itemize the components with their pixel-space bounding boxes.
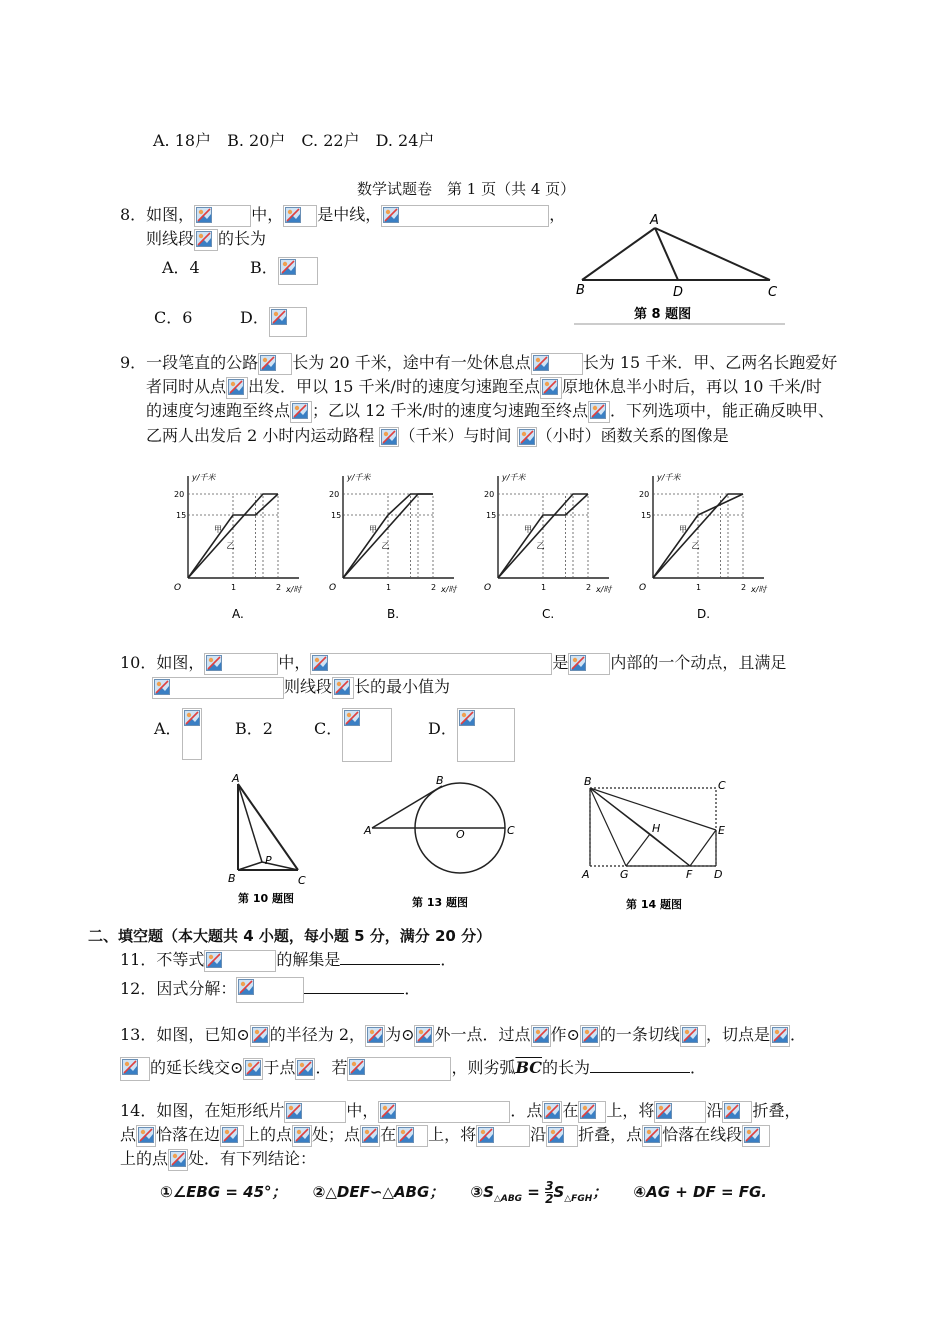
broken-image-icon	[222, 1127, 238, 1143]
broken-image-icon	[744, 1127, 760, 1143]
q9-graph-d	[639, 468, 774, 628]
formula-image	[517, 427, 537, 447]
tick-1: 1	[386, 583, 392, 592]
q13-label-o: O	[456, 828, 465, 841]
yi-label: 乙	[691, 541, 700, 551]
broken-image-icon	[478, 1127, 494, 1143]
conclusion-3: $③S_{\triangle ABG}$ = $\frac{3}{2}$ $S_{\triangle FGH}$；	[470, 1179, 608, 1206]
broken-image-icon	[206, 952, 222, 968]
q11: 11．不等式 的解集是 ．	[120, 947, 456, 972]
formula-image	[310, 653, 552, 675]
broken-image-icon	[398, 1127, 414, 1143]
formula-image	[542, 1101, 562, 1123]
q10-label-p: P	[265, 854, 272, 867]
formula-image	[476, 1125, 530, 1147]
formula-image	[250, 1025, 270, 1047]
broken-image-icon	[294, 1127, 310, 1143]
q9-graph-a	[174, 468, 309, 628]
q14-label-h: H	[652, 822, 661, 835]
tick-1: 1	[541, 583, 547, 592]
q13-line1: 13．如图，已知⊙ 的半径为 2， 为⊙ 外一点．过点 作⊙ 的一条切线 ，切点是 ．	[120, 1022, 806, 1047]
q8-figure	[570, 210, 790, 330]
broken-image-icon	[590, 403, 606, 419]
broken-image-icon	[286, 1103, 302, 1119]
formula-image	[290, 401, 312, 423]
broken-image-icon	[533, 1027, 549, 1043]
q14-line1: 14．如图，在矩形纸片 中， ．点 在 上，将 沿 折叠，	[120, 1098, 800, 1123]
tick-20: 20	[174, 490, 185, 499]
tick-15: 15	[176, 511, 187, 520]
formula-image	[588, 401, 610, 423]
formula-image	[540, 377, 562, 399]
q8-line1: 8．如图， 中， 是中线， ，	[120, 202, 565, 227]
q9-option-label: C.	[542, 607, 555, 621]
formula-image	[531, 353, 583, 375]
answer-blank	[590, 1058, 690, 1073]
x-axis-label: x/时	[751, 585, 767, 594]
q14-label-b: B	[584, 775, 592, 788]
answer-blank	[340, 950, 440, 965]
q14-figure	[578, 772, 738, 914]
formula-image	[578, 1101, 606, 1123]
formula-image	[236, 977, 304, 1003]
q13-label-a: A	[364, 824, 372, 837]
q9-option-label: A.	[232, 607, 244, 621]
tick-20: 20	[484, 490, 495, 499]
q9-line2: 者同时从点 出发．甲以 15 千米/时的速度匀速跑至点 原地休息半小时后，再以 10 千米/时	[146, 374, 822, 399]
broken-image-icon	[381, 429, 397, 445]
y-axis-label: y/千米	[657, 473, 681, 482]
formula-image	[194, 205, 251, 227]
broken-image-icon	[285, 207, 301, 223]
formula-image	[243, 1058, 263, 1080]
broken-image-icon	[170, 1151, 186, 1167]
formula-image	[283, 205, 317, 227]
tick-15: 15	[331, 511, 342, 520]
q10-option-a: A．	[154, 716, 202, 760]
q9-graphs	[174, 468, 774, 628]
x-axis-label: x/时	[596, 585, 612, 594]
broken-image-icon	[416, 1027, 432, 1043]
broken-image-icon	[682, 1027, 698, 1043]
origin-label: O	[639, 583, 647, 593]
formula-image	[381, 205, 549, 227]
q10-figure	[222, 772, 332, 912]
broken-image-icon	[196, 231, 212, 247]
formula-image	[278, 257, 318, 285]
broken-image-icon	[280, 259, 296, 275]
q8-label-d: D	[673, 285, 684, 300]
tick-2: 2	[586, 583, 592, 592]
broken-image-icon	[238, 979, 254, 995]
broken-image-icon	[252, 1027, 268, 1043]
formula-image	[770, 1025, 790, 1047]
broken-image-icon	[122, 1059, 138, 1075]
formula-image	[360, 1125, 380, 1147]
q8-label-c: C	[768, 285, 778, 300]
formula-image	[168, 1149, 188, 1171]
q10-label-a: A	[232, 772, 240, 785]
broken-image-icon	[334, 679, 350, 695]
answer-blank	[304, 979, 404, 994]
formula-image	[204, 950, 276, 972]
formula-image	[414, 1025, 434, 1047]
jia-label: 甲	[214, 524, 222, 534]
broken-image-icon	[292, 403, 308, 419]
q10-line1: 10．如图， 中， 是 内部的一个动点，且满足	[120, 650, 786, 675]
broken-image-icon	[297, 1060, 313, 1076]
q10-line2: 则线段 长的最小值为	[152, 674, 450, 699]
formula-image	[136, 1125, 156, 1147]
formula-image	[680, 1025, 706, 1047]
jia-label: 甲	[679, 524, 687, 534]
broken-image-icon	[344, 710, 360, 726]
q14-line3: 上的点 处．有下列结论：	[120, 1146, 316, 1171]
tick-20: 20	[329, 490, 340, 499]
q14-label-c: C	[718, 779, 726, 792]
q9-line1: 9．一段笔直的公路 长为 20 千米，途中有一处休息点 长为 15 千米．甲、乙两名长跑爱好	[120, 350, 837, 375]
formula-image	[292, 1125, 312, 1147]
tick-2: 2	[741, 583, 747, 592]
formula-image	[457, 708, 515, 762]
tick-15: 15	[641, 511, 652, 520]
tick-1: 1	[696, 583, 702, 592]
formula-image	[269, 307, 307, 337]
q8-label-b: B	[576, 283, 585, 298]
formula-image	[220, 1125, 244, 1147]
formula-image	[204, 653, 278, 675]
tick-2: 2	[431, 583, 437, 592]
q14-caption: 第 14 题图	[626, 898, 682, 911]
q10-caption: 第 10 题图	[238, 892, 294, 905]
formula-image	[295, 1058, 315, 1080]
q8-line2: 则线段 的长为	[146, 226, 266, 251]
q14-label-f: F	[686, 868, 693, 881]
jia-label: 甲	[369, 524, 377, 534]
q14-label-e: E	[718, 824, 725, 837]
formula-image	[226, 377, 248, 399]
broken-image-icon	[533, 355, 549, 371]
formula-image	[378, 1101, 510, 1123]
broken-image-icon	[644, 1127, 660, 1143]
broken-image-icon	[582, 1027, 598, 1043]
formula-image	[654, 1101, 706, 1123]
broken-image-icon	[772, 1027, 788, 1043]
q10-option-b: B．2	[235, 719, 273, 738]
formula-image	[120, 1057, 150, 1081]
q13-line2: 的延长线交⊙ 于点 ．若 ，则劣弧$\overline{BC}$的长为 ．	[120, 1055, 706, 1081]
q14-label-a: A	[582, 868, 590, 881]
q9-graph-b	[329, 468, 464, 628]
formula-image	[152, 677, 284, 699]
formula-image	[332, 677, 354, 699]
formula-image	[742, 1125, 770, 1147]
broken-image-icon	[459, 710, 475, 726]
q13-caption: 第 13 题图	[412, 896, 468, 909]
y-axis-label: y/千米	[347, 473, 371, 482]
broken-image-icon	[184, 710, 200, 726]
formula-image	[347, 1057, 451, 1081]
broken-image-icon	[656, 1103, 672, 1119]
q14-label-g: G	[620, 868, 629, 881]
q9-option-label: D.	[697, 607, 711, 621]
q8-option-b: B．	[250, 255, 318, 285]
q10-label-c: C	[298, 874, 306, 887]
q10-option-c: C．	[314, 716, 392, 762]
jia-label: 甲	[524, 524, 532, 534]
q8-label-a: A	[650, 213, 659, 228]
origin-label: O	[484, 583, 492, 593]
page-footer: 数学试题卷 第 1 页（共 4 页）	[357, 180, 576, 198]
broken-image-icon	[138, 1127, 154, 1143]
formula-image	[546, 1125, 578, 1147]
arc-bc: $\overline{BC}$	[515, 1058, 543, 1077]
q9-line4: 乙两人出发后 2 小时内运动路程 （千米）与时间 （小时）函数关系的图像是	[146, 426, 729, 445]
yi-label: 乙	[536, 541, 545, 551]
formula-image	[365, 1025, 385, 1047]
formula-image	[258, 353, 292, 375]
broken-image-icon	[312, 655, 328, 671]
yi-label: 乙	[226, 541, 235, 551]
conclusion-4: ④AG + DF = FG.	[633, 1183, 768, 1201]
broken-image-icon	[349, 1059, 365, 1075]
broken-image-icon	[383, 207, 399, 223]
origin-label: O	[329, 583, 337, 593]
formula-image	[396, 1125, 428, 1147]
q13-label-c: C	[507, 824, 515, 837]
q13-label-b: B	[436, 774, 444, 787]
q8-option-c: C．6	[154, 308, 193, 327]
q9-line3: 的速度匀速跑至终点 ；乙以 12 千米/时的速度匀速跑至终点 ．下列选项中，能正确反映甲、	[146, 398, 834, 423]
q7-options: A. 18户 B. 20户 C. 22户 D. 24户	[153, 131, 435, 150]
broken-image-icon	[544, 1103, 560, 1119]
formula-image	[182, 708, 202, 760]
yi-label: 乙	[381, 541, 390, 551]
tick-15: 15	[486, 511, 497, 520]
q10-label-b: B	[228, 872, 236, 885]
x-axis-label: x/时	[286, 585, 302, 594]
broken-image-icon	[724, 1103, 740, 1119]
broken-image-icon	[519, 429, 535, 445]
broken-image-icon	[228, 379, 244, 395]
broken-image-icon	[570, 655, 586, 671]
broken-image-icon	[580, 1103, 596, 1119]
broken-image-icon	[548, 1127, 564, 1143]
q8-caption: 第 8 题图	[634, 307, 692, 322]
q14-conclusions	[160, 1180, 767, 1205]
q9-option-label: B.	[387, 607, 400, 621]
broken-image-icon	[260, 355, 276, 371]
broken-image-icon	[206, 655, 222, 671]
formula-image	[531, 1025, 551, 1047]
formula-image	[642, 1125, 662, 1147]
broken-image-icon	[196, 207, 212, 223]
formula-image	[194, 229, 218, 251]
y-axis-label: y/千米	[192, 473, 216, 482]
formula-image	[379, 427, 399, 447]
q14-label-d: D	[714, 868, 723, 881]
formula-image	[722, 1101, 752, 1123]
broken-image-icon	[367, 1027, 383, 1043]
broken-image-icon	[542, 379, 558, 395]
formula-image	[568, 653, 610, 675]
conclusion-2: ②△DEF∽△ABG；	[312, 1183, 445, 1201]
q14-line2: 点 恰落在边 上的点 处；点 在 上，将 沿 折叠，点 恰落在线段	[120, 1122, 770, 1147]
tick-20: 20	[639, 490, 650, 499]
broken-image-icon	[245, 1060, 261, 1076]
formula-image	[342, 708, 392, 762]
tick-2: 2	[276, 583, 282, 592]
q10-option-d: D．	[428, 716, 515, 762]
broken-image-icon	[154, 679, 170, 695]
section-heading: 二、填空题（本大题共 4 小题，每小题 5 分，满分 20 分）	[88, 927, 492, 945]
q12: 12．因式分解： ．	[120, 976, 420, 1003]
broken-image-icon	[362, 1127, 378, 1143]
broken-image-icon	[271, 309, 287, 325]
broken-image-icon	[380, 1103, 396, 1119]
formula-image	[284, 1101, 346, 1123]
conclusion-1: ①∠EBG = 45°；	[160, 1183, 287, 1201]
q9-graph-c	[484, 468, 619, 628]
tick-1: 1	[231, 583, 237, 592]
y-axis-label: y/千米	[502, 473, 526, 482]
x-axis-label: x/时	[441, 585, 457, 594]
q8-option-d: D．	[240, 305, 307, 337]
q8-option-a: A．4	[162, 258, 200, 277]
origin-label: O	[174, 583, 182, 593]
q13-figure	[360, 772, 530, 912]
formula-image	[580, 1025, 600, 1047]
